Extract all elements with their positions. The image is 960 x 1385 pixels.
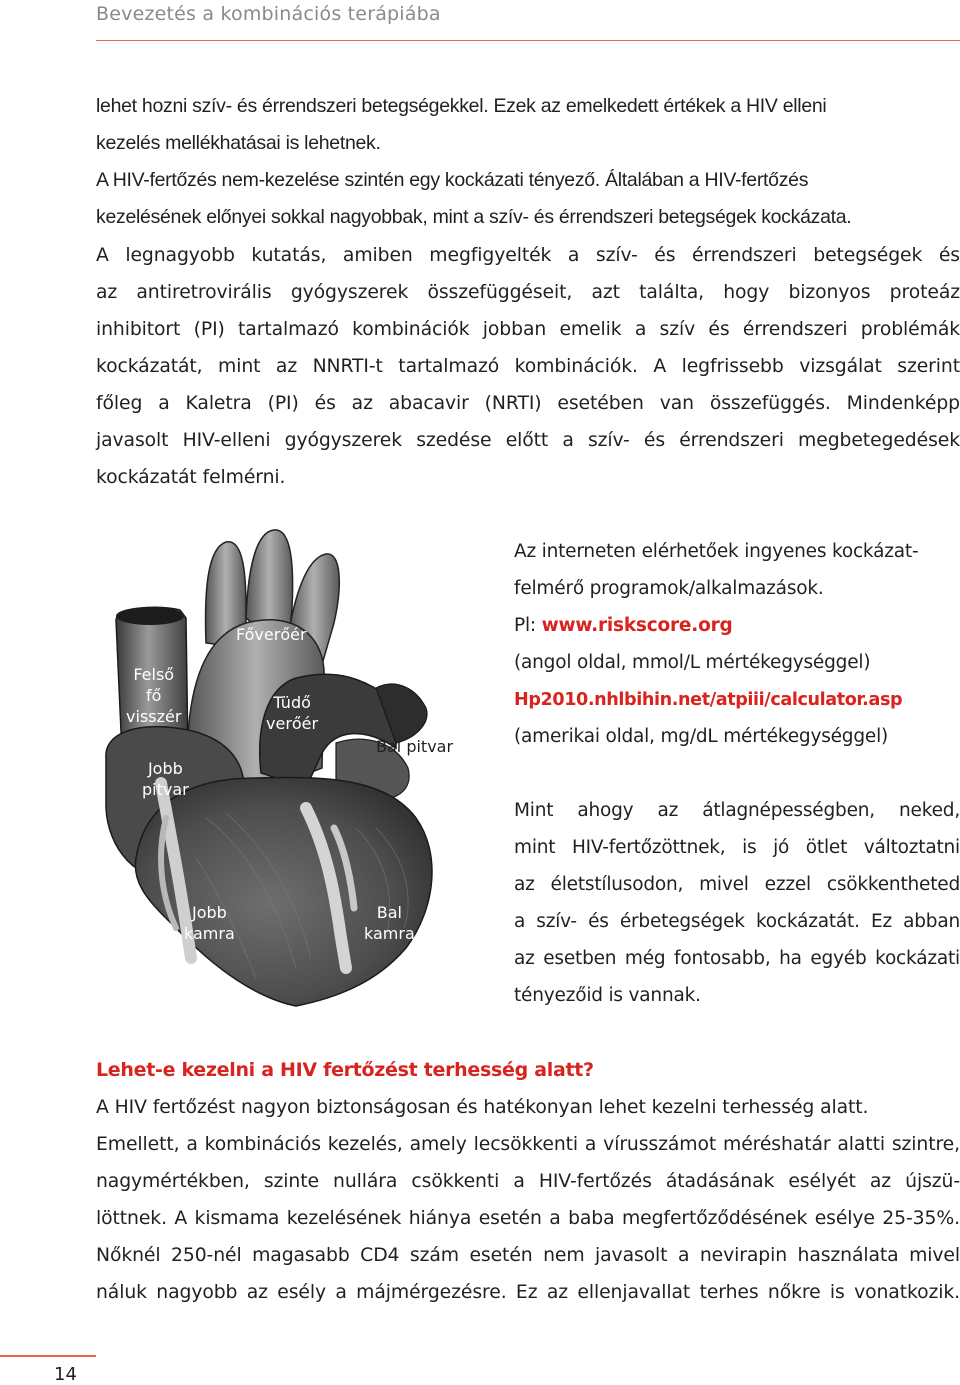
lifestyle-line: tényezőid is vannak. (514, 985, 701, 1006)
note-line (514, 681, 960, 718)
pregnancy-paragraph (96, 1089, 960, 1311)
pregnancy-heading: Lehet-e kezelni a HIV fertőzést terhesség alatt? (96, 1059, 594, 1081)
lifestyle-line: az életstílusodon, mivel ezzel csökkentheted (514, 874, 960, 895)
nhlbi-calculator-link[interactable]: Hp2010.nhlbihin.net/atpiii/calculator.asp (514, 690, 903, 710)
label-line: Tüdő (273, 693, 311, 712)
note-prefix: Pl: (514, 615, 542, 636)
risk-calculators-note (514, 533, 960, 755)
label-line: kamra (184, 924, 235, 943)
note-line: (amerikai oldal, mg/dL mértékegységgel) (514, 726, 889, 747)
pregnancy-line: nagymértékben, szinte nullára csökkenti a HIV-fertőzés átadásának esélyét az újszü- (96, 1171, 960, 1192)
label-left-ventricle (364, 902, 415, 944)
lifestyle-paragraph (514, 792, 960, 1014)
pregnancy-line: Nőknél 250-nél magasabb CD4 szám esetén nem javasolt a nevirapin használata mivel (96, 1245, 960, 1266)
lifestyle-line: Mint ahogy az átlagnépességben, neked, (514, 800, 960, 821)
label-pulmonary-artery (266, 692, 318, 734)
note-line: Az interneten elérhetőek ingyenes kockázat- (514, 541, 919, 562)
research-line: az antiretrovirális gyógyszerek összefüggéseit, azt találta, hogy bizonyos proteáz (96, 282, 960, 303)
heart-illustration (96, 528, 466, 1008)
pregnancy-line: A HIV fertőzést nagyon biztonságosan és hatékonyan lehet kezelni terhesség alatt. (96, 1097, 869, 1118)
research-line: főleg a Kaletra (PI) és az abacavir (NRTI) esetében van összefüggés. Mindenképp (96, 393, 960, 414)
label-line: kamra (364, 924, 415, 943)
note-line: felmérő programok/alkalmazások. (514, 578, 824, 599)
research-line: A legnagyobb kutatás, amiben megfigyelték a szív- és érrendszeri betegségek és (96, 245, 960, 266)
note-line: (angol oldal, mmol/L mértékegységgel) (514, 652, 871, 673)
vena-cava-opening (116, 607, 184, 625)
label-right-ventricle (184, 902, 235, 944)
label-line: visszér (126, 707, 182, 726)
riskscore-link[interactable]: www.riskscore.org (541, 615, 733, 636)
footer-rule (0, 1355, 96, 1357)
research-line: inhibitort (PI) tartalmazó kombinációk jobban emelik a szív és érrendszeri problémák (96, 319, 960, 340)
running-header (96, 0, 960, 41)
page-number: 14 (54, 1364, 77, 1385)
research-line: kockázatát felmérni. (96, 467, 286, 488)
lifestyle-line: mint HIV-fertőzöttnek, is jó ötlet változtatni (514, 837, 960, 858)
label-line: fő (145, 686, 162, 705)
running-header-title: Bevezetés a kombinációs terápiába (96, 3, 441, 25)
label-right-atrium (142, 758, 189, 800)
label-line: Jobb (191, 903, 227, 922)
research-line: javasolt HIV-elleni gyógyszerek szedése előtt a szív- és érrendszeri megbetegedések (96, 430, 960, 451)
label-aorta: Főverőér (236, 625, 307, 644)
label-line: verőér (266, 714, 319, 733)
label-line: Jobb (147, 759, 183, 778)
label-line: pitvar (142, 780, 189, 799)
research-line: kockázatát, mint az NNRTI-t tartalmazó kombinációk. A legfrissebb vizsgálat szerint (96, 356, 960, 377)
label-superior-vena-cava (126, 664, 181, 727)
lifestyle-line: az esetben még fontosabb, ha egyéb kockázati (514, 948, 960, 969)
intro-paragraph (96, 88, 960, 236)
label-line: Bal (376, 903, 402, 922)
intro-line: A HIV-fertőzés nem-kezelése szintén egy kockázati tényező. Általában a HIV-fertőzés (96, 169, 809, 191)
intro-line: kezelés mellékhatásai is lehetnek. (96, 132, 381, 154)
lifestyle-line: a szív- és érbetegségek kockázatát. Ez abban (514, 911, 960, 932)
pregnancy-line: Emellett, a kombinációs kezelés, amely lecsökkenti a vírusszámot méréshatár alatti szintre, (96, 1134, 960, 1155)
note-line (514, 607, 960, 644)
intro-line: lehet hozni szív- és érrendszeri betegségekkel. Ezek az emelkedett értékek a HIV elleni (96, 95, 827, 117)
pregnancy-line: löttnek. A kismama kezelésének hiánya esetén a baba megfertőződésének esélye 25-35%. (96, 1208, 960, 1229)
intro-line: kezelésének előnyei sokkal nagyobbak, mint a szív- és érrendszeri betegségek kockázata. (96, 206, 852, 228)
label-left-atrium: Bal pitvar (376, 737, 454, 756)
pregnancy-line: náluk nagyobb az esély a májmérgezésre. Ez az ellenjavallat terhes nőkre is vonatkozik. (96, 1282, 960, 1303)
label-line: Felső (133, 665, 175, 684)
research-paragraph (96, 237, 960, 496)
